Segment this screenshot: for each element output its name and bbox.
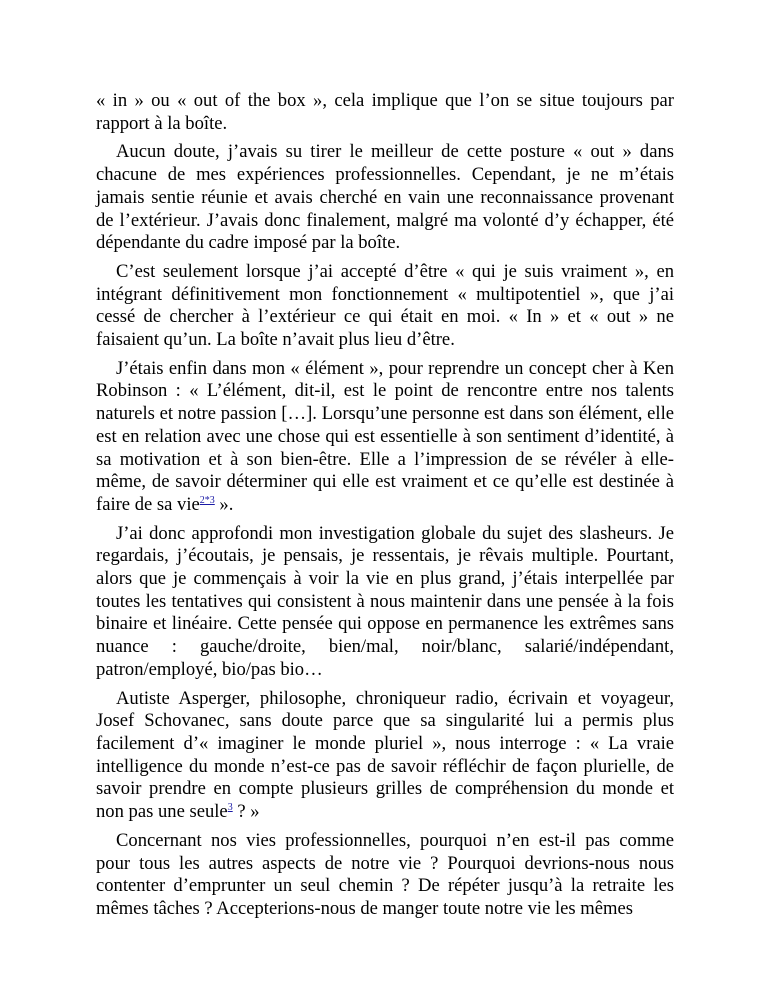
paragraph-text: ».: [214, 493, 234, 515]
footnote-link[interactable]: 3: [227, 802, 233, 814]
document-page: [96, 90, 674, 927]
paragraph-text: « in » ou « out of the box », cela implique que l’on se situe toujours par rapport à la boîte.: [96, 90, 674, 134]
paragraph-text: ? »: [232, 801, 260, 823]
paragraph-text: Concernant nos vies professionnelles, pourquoi n’en est-il pas comme pour tous les autres aspects de notre vie ? Pourquoi devrions-nous nous contenter d’emprunter un seul chemin ? De répéter jusqu’à la retraite les mêmes tâches ? Accepterions-nous de manger toute notre vie les mêmes: [96, 829, 674, 919]
paragraph-text: J’étais enfin dans mon « élément », pour reprendre un concept cher à Ken Robinson : « L’élément, dit-il, est le point de rencontre entre nos talents naturels et notre passion […]. Lorsqu’une personne est dans son élément, elle est en relation avec une chose qui est essentielle à son sentiment d’identité, à sa motivation et à son bien-être. Elle a l’impression de se révéler à elle-même, de savoir déterminer qui elle est vraiment et ce qu’elle est destinée à faire de sa vie: [96, 357, 674, 515]
paragraph: [96, 141, 674, 255]
paragraph-text: J’ai donc approfondi mon investigation globale du sujet des slasheurs. Je regardais, j’écoutais, je pensais, je ressentais, je rêvais multiple. Pourtant, alors que je commençais à voir la vie en plus grand, j’étais interpellée par toutes les tentatives qui consistent à nous maintenir dans une pensée à la fois binaire et linéaire. Cette pensée qui oppose en permanence les extrêmes sans nuance : gauche/droite, bien/mal, noir/blanc, salarié/indépendant, patron/employé, bio/pas bio…: [96, 522, 674, 680]
paragraph: [96, 688, 674, 824]
paragraph: [96, 90, 674, 135]
paragraph: [96, 358, 674, 517]
paragraph-text: Aucun doute, j’avais su tirer le meilleur de cette posture « out » dans chacune de mes expériences professionnelles. Cependant, je ne m’étais jamais sentie réunie et avais cherché en vain une reconnaissance provenant de l’extérieur. J’avais donc finalement, malgré ma volonté d’y échapper, été dépendante du cadre imposé par la boîte.: [96, 141, 674, 254]
paragraph-text: C’est seulement lorsque j’ai accepté d’être « qui je suis vraiment », en intégrant définitivement mon fonctionnement « multipotentiel », que j’ai cessé de chercher à l’extérieur ce qui était en moi. « In » et « out » ne faisaient qu’un. La boîte n’avait plus lieu d’être.: [96, 260, 674, 351]
paragraph: [96, 523, 674, 682]
footnote-link[interactable]: 2*3: [199, 494, 215, 506]
paragraph: [96, 261, 674, 352]
paragraph: [96, 830, 674, 921]
paragraph-text: Autiste Asperger, philosophe, chroniqueur radio, écrivain et voyageur, Josef Schovanec, sans doute parce que sa singularité lui a permis plus facilement d’« imaginer le monde pluriel », nous interroge : « La vraie intelligence du monde n’est-ce pas de savoir réfléchir de façon plurielle, de savoir prendre en compte plusieurs grilles de compréhension du monde et non pas une seule: [96, 687, 674, 823]
